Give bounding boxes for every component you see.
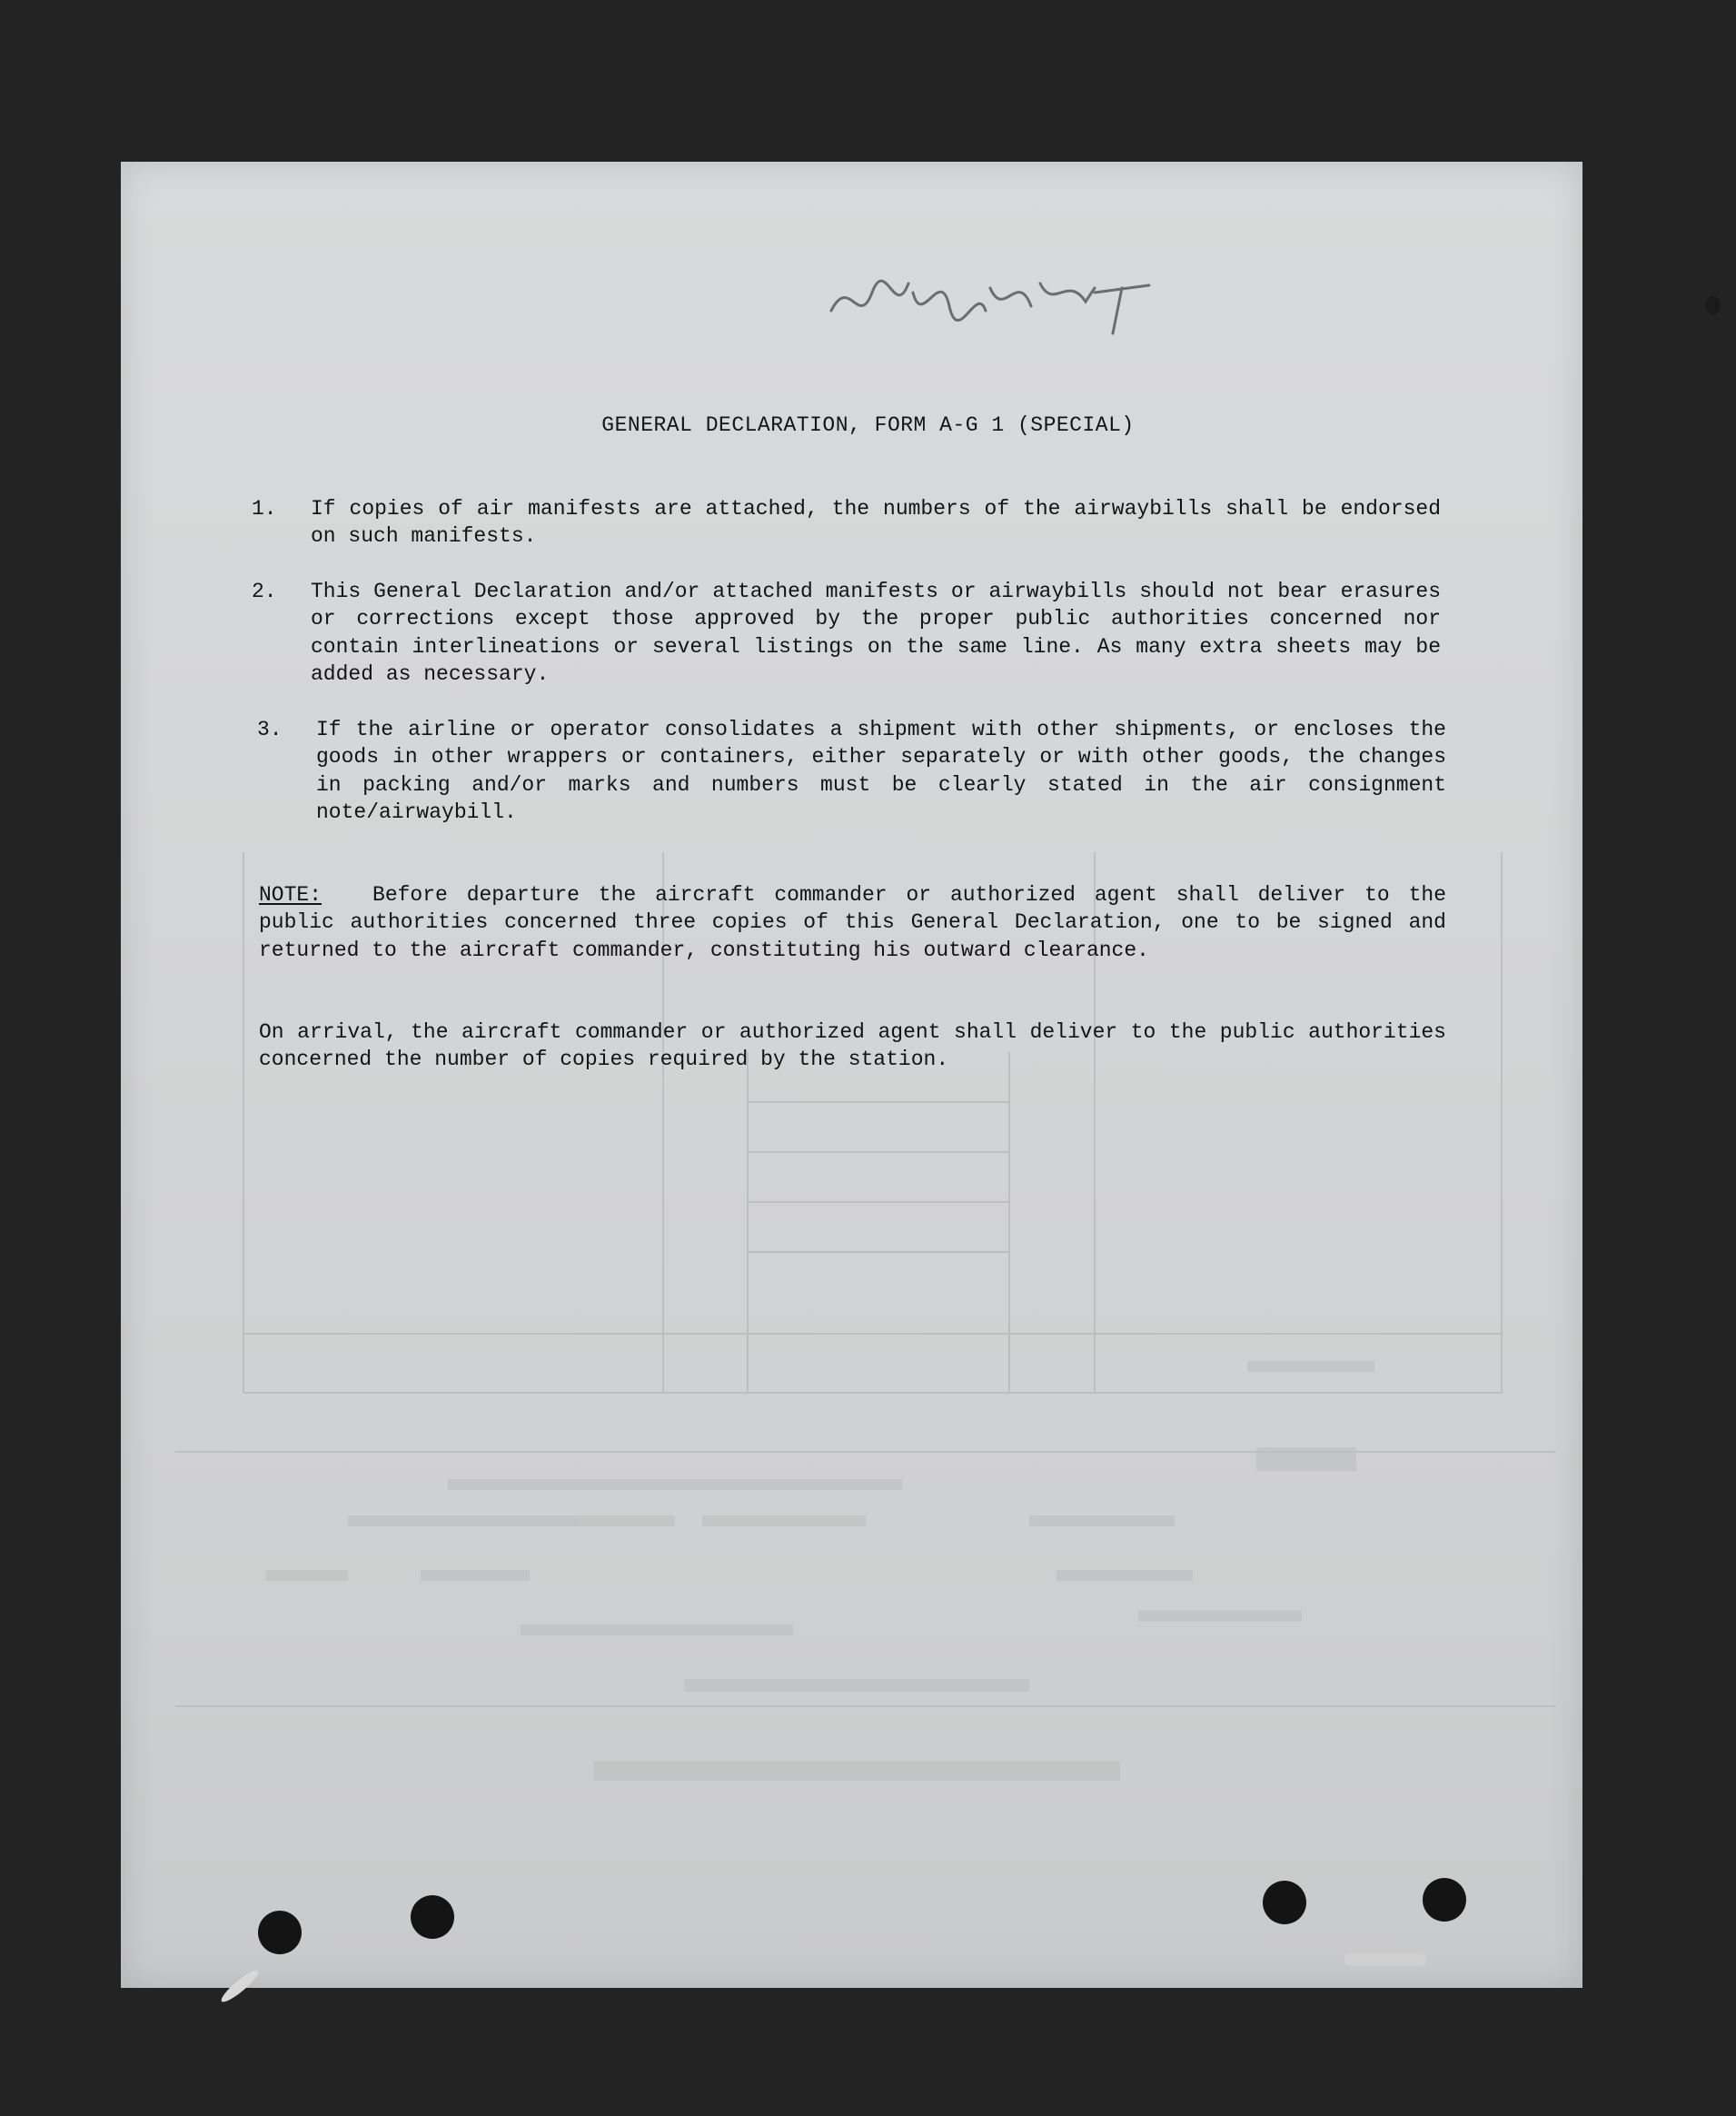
debris-mark	[1706, 296, 1721, 314]
item-text: This General Declaration and/or attached manifests or airwaybills should not bear erasures or corrections except those approved by the proper public authorities concerned nor contain interlineations or several listings on the same line. As many extra sheets may be added as necessary.	[311, 580, 1441, 686]
item-number: 3.	[257, 718, 283, 741]
note-paragraph	[259, 881, 1446, 964]
punch-hole-4	[1423, 1878, 1466, 1922]
punch-hole-1	[258, 1911, 302, 1954]
punch-hole-2	[411, 1895, 454, 1939]
document-title: GENERAL DECLARATION, FORM A-G 1 (SPECIAL)	[601, 413, 1135, 437]
punch-hole-3	[1263, 1881, 1306, 1924]
item-number: 2.	[252, 580, 277, 603]
note-label: NOTE:	[259, 883, 322, 907]
debris-mark	[1344, 1953, 1426, 1966]
item-text: If the airline or operator consolidates a shipment with other shipments, or encloses the goods in other wrappers or containers, either separately or with other goods, the changes in packing and/or marks and numbers must be clearly stated in the air consignment note/airwaybill.	[316, 718, 1446, 824]
arrival-paragraph: On arrival, the aircraft commander or authorized agent shall deliver to the public authorities concerned the number of copies required by the station.	[259, 1020, 1446, 1072]
item-text: If copies of air manifests are attached, the numbers of the airwaybills shall be endorsed on such manifests.	[311, 497, 1441, 549]
note-text: Before departure the aircraft commander or authorized agent shall deliver to the public authorities concerned three copies of this General Declaration, one to be signed and returned to the aircraft commander, constituting his outward clearance.	[259, 883, 1446, 962]
item-number: 1.	[252, 497, 277, 521]
handwritten-annotation	[822, 256, 1158, 347]
